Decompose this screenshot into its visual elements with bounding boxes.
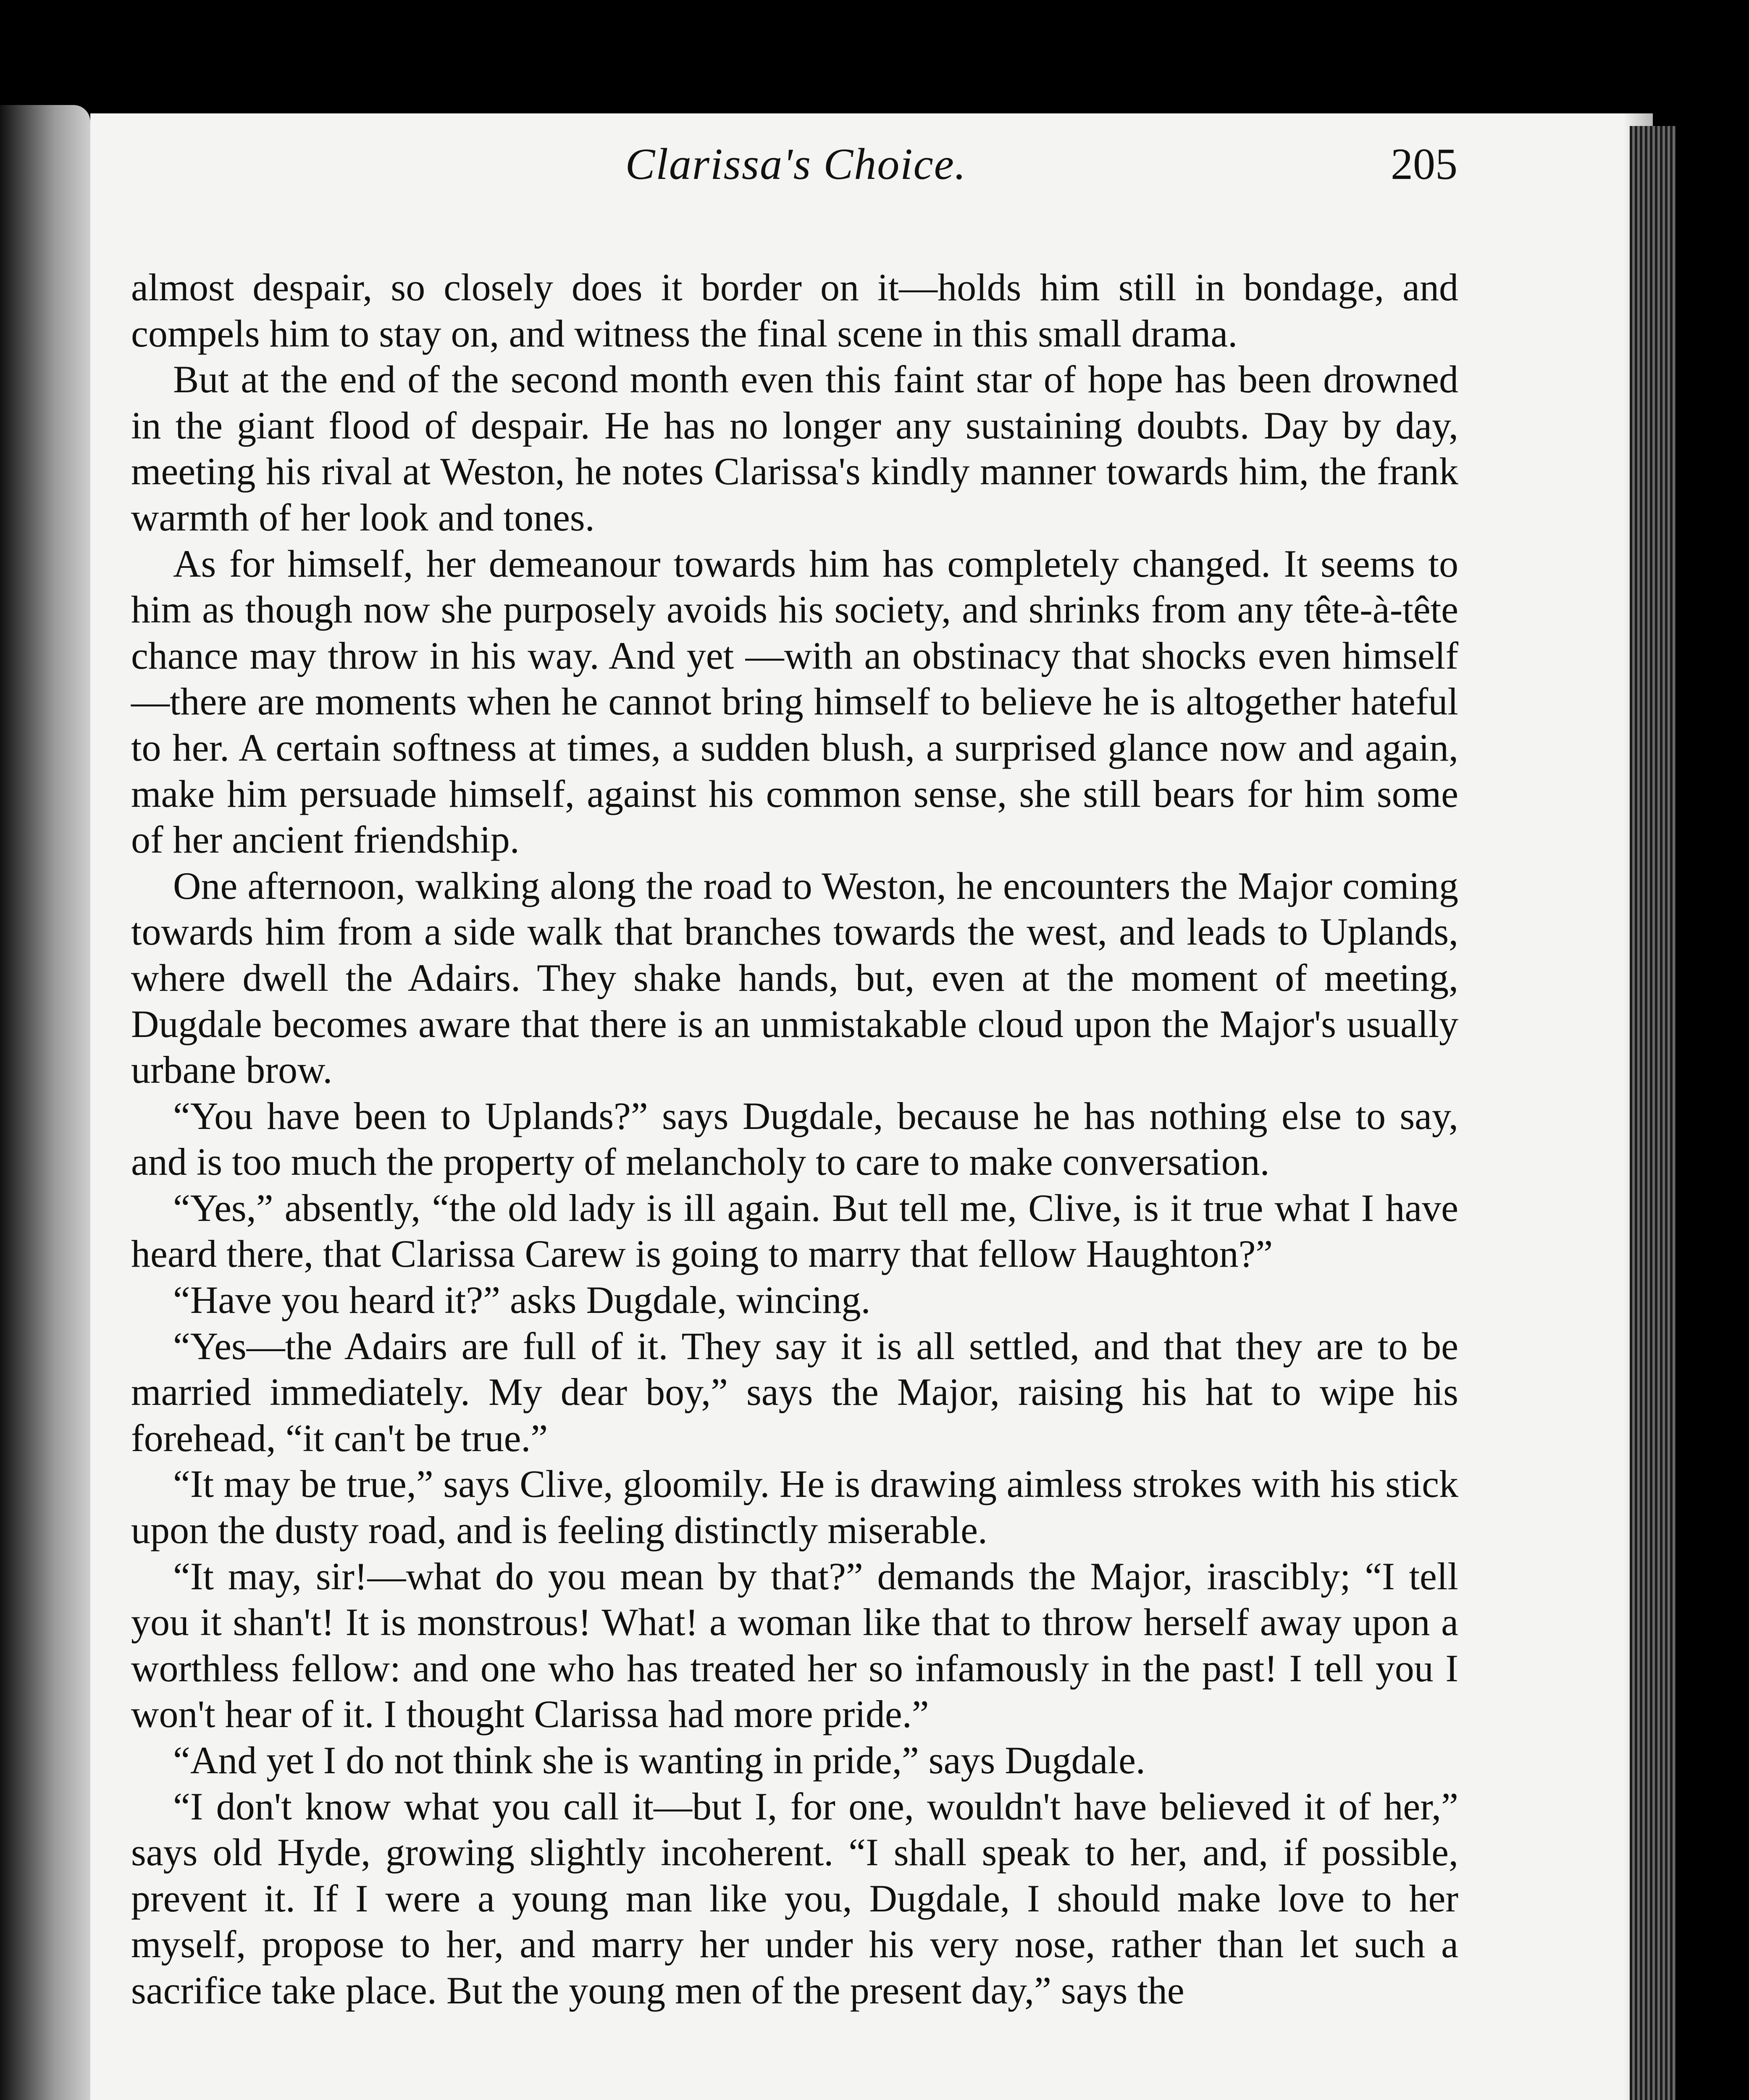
running-title: Clarissa's Choice.	[625, 139, 967, 189]
paragraph: As for himself, her demeanour towards him has completely changed. It seems to him as though now she purposely avoids his society, and shrinks from any tête-à-tête chance may throw in his way. And yet —with an obstinacy that shocks even himself—there are moments when he cannot bring himself to believe he is altogether hateful to her. A certain softness at times, a sudden blush, a surprised glance now and again, make him persuade himself, against his common sense, she still bears for him some of her ancient friendship.	[131, 542, 1458, 861]
paragraph: “Yes—the Adairs are full of it. They say it is all settled, and that they are to be married immediately. My dear boy,” says the Major, raising his hat to wipe his forehead, “it can't be true.”	[131, 1324, 1458, 1460]
paragraph: “It may be true,” says Clive, gloomily. He is drawing aimless strokes with his stick upon the dusty road, and is feeling distinctly miserable.	[131, 1462, 1458, 1552]
paragraph: almost despair, so closely does it border on it—holds him still in bondage, and compels him to stay on, and witness the final scene in this small drama.	[131, 266, 1458, 355]
paragraph: “Have you heard it?” asks Dugdale, wincing.	[173, 1278, 871, 1322]
paragraph: But at the end of the second month even this faint star of hope has been drowned in the giant flood of despair. He has no longer any sustaining doubts. Day by day, meeting his rival at Weston, he notes Clarissa's kindly manner towards him, the frank warmth of her look and tones.	[131, 358, 1458, 539]
paragraph: “You have been to Uplands?” says Dugdale, because he has nothing else to say, and is too much the property of melancholy to care to make conversation.	[131, 1094, 1458, 1184]
paragraph: One afternoon, walking along the road to Weston, he encounters the Major coming towards him from a side walk that branches towards the west, and leads to Uplands, where dwell the Adairs. They shake hands, but, even at the moment of meeting, Dugdale becomes aware that there is an unmistakable cloud upon the Major's usually urbane brow.	[131, 864, 1458, 1092]
page-stack-edge	[1630, 126, 1676, 2100]
page-number: 205	[1391, 139, 1458, 189]
paragraph: “It may, sir!—what do you mean by that?” demands the Major, irascibly; “I tell you it shan't! It is monstrous! What! a woman like that to throw herself away upon a worthless fellow: and one who has treated her so infamously in the past! I tell you I won't hear of it. I thought Clarissa had more pride.”	[131, 1554, 1458, 1736]
paragraph: “I don't know what you call it—but I, for one, wouldn't have believed it of her,” says old Hyde, growing slightly incoherent. “I shall speak to her, and, if possible, prevent it. If I were a young man like you, Dugdale, I should make love to her myself, propose to her, and marry her under his very nose, rather than let such a sacrifice take place. But the young men of the present day,” says the	[131, 1785, 1458, 2012]
facing-page-edge	[0, 105, 90, 2100]
paragraph: “And yet I do not think she is wanting in pride,” says Dugdale.	[173, 1739, 1145, 1782]
paragraph: “Yes,” absently, “the old lady is ill again. But tell me, Clive, is it true what I have heard there, that Clarissa Carew is going to marry that fellow Haughton?”	[131, 1186, 1458, 1276]
body-text	[131, 265, 1458, 2014]
running-head	[134, 139, 1458, 214]
